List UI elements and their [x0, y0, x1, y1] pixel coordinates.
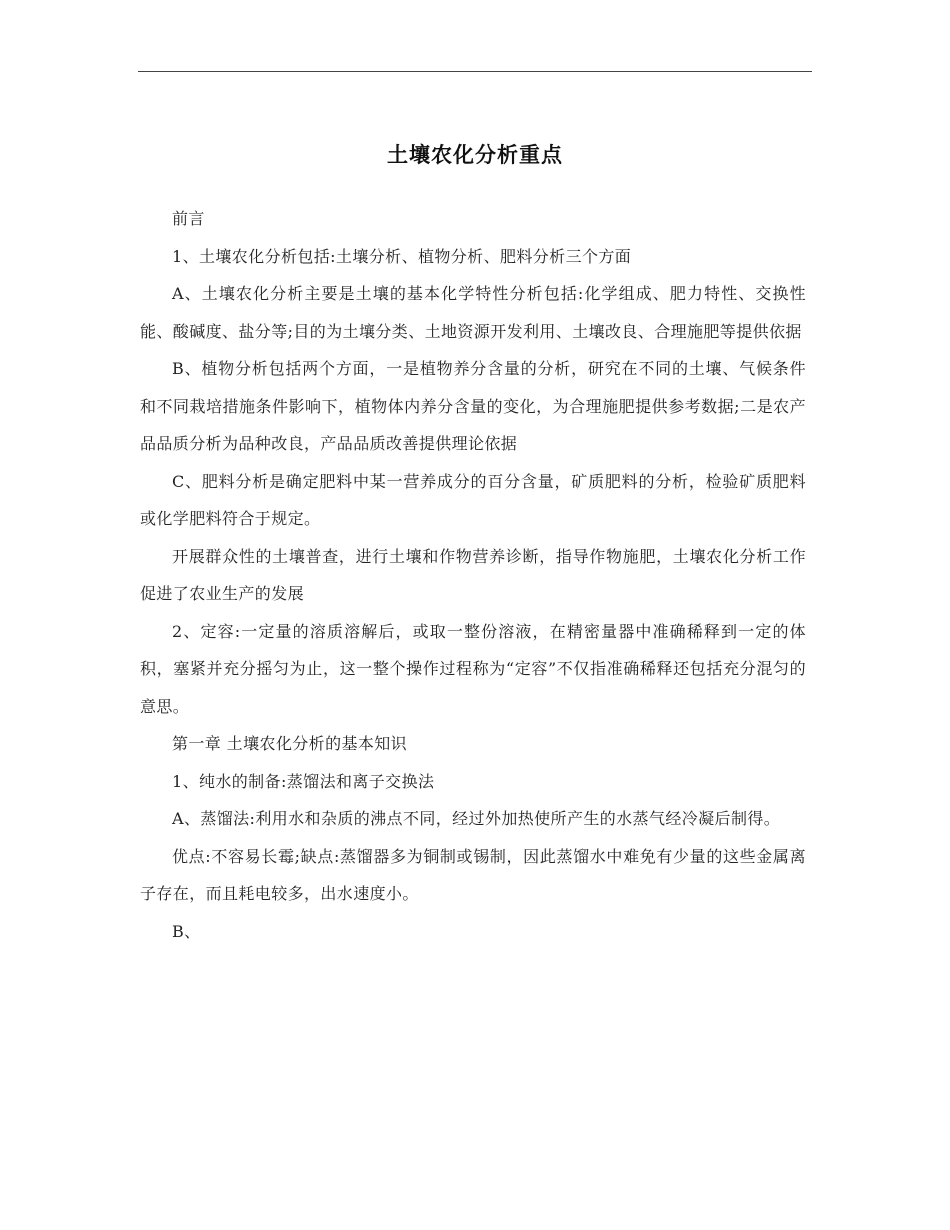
paragraph-1c: C、肥料分析是确定肥料中某一营养成分的百分含量，矿质肥料的分析，检验矿质肥料或化学肥料符合于规定。 — [140, 471, 806, 528]
paragraph-pros-cons: 优点:不容易长霉;缺点:蒸馏器多为铜制或锡制，因此蒸馏水中难免有少量的这些金属离子存在，而且耗电较多，出水速度小。 — [140, 846, 806, 903]
paragraph-preface: 前言 — [172, 209, 205, 228]
paragraph-ch1-1a: A、蒸馏法:利用水和杂质的沸点不同，经过外加热使所产生的水蒸气经冷凝后制得。 — [172, 809, 781, 828]
paragraph-1b: B、植物分析包括两个方面，一是植物养分含量的分析，研究在不同的土壤、气候条件和不同栽培措施条件影响下，植物体内养分含量的变化，为合理施肥提供参考数据;二是农产品品质分析为品种改良，产品品质改善提供理论依据 — [140, 359, 806, 453]
document-title: 土壤农化分析重点 — [387, 142, 563, 167]
document-body — [140, 200, 806, 950]
chapter-heading: 第一章 土壤农化分析的基本知识 — [172, 734, 408, 753]
paragraph-2: 2、定容:一定量的溶质溶解后，或取一整份溶液，在精密量器中准确稀释到一定的体积，塞紧并充分摇匀为止，这一整个操作过程称为“定容”不仅指准确稀释还包括充分混匀的意思。 — [140, 621, 806, 716]
paragraph-1a: A、土壤农化分析主要是土壤的基本化学特性分析包括:化学组成、肥力特性、交换性能、酸碱度、盐分等;目的为土壤分类、土地资源开发利用、土壤改良、合理施肥等提供依据 — [140, 284, 806, 341]
paragraph-ch1-1b: B、 — [172, 921, 201, 941]
paragraph-ch1-1: 1、纯水的制备:蒸馏法和离子交换法 — [172, 771, 435, 791]
paragraph-1: 1、土壤农化分析包括:土壤分析、植物分析、肥料分析三个方面 — [172, 246, 632, 266]
paragraph-survey: 开展群众性的土壤普查，进行土壤和作物营养诊断，指导作物施肥，土壤农化分析工作促进了农业生产的发展 — [140, 546, 806, 603]
header-rule — [138, 71, 812, 72]
